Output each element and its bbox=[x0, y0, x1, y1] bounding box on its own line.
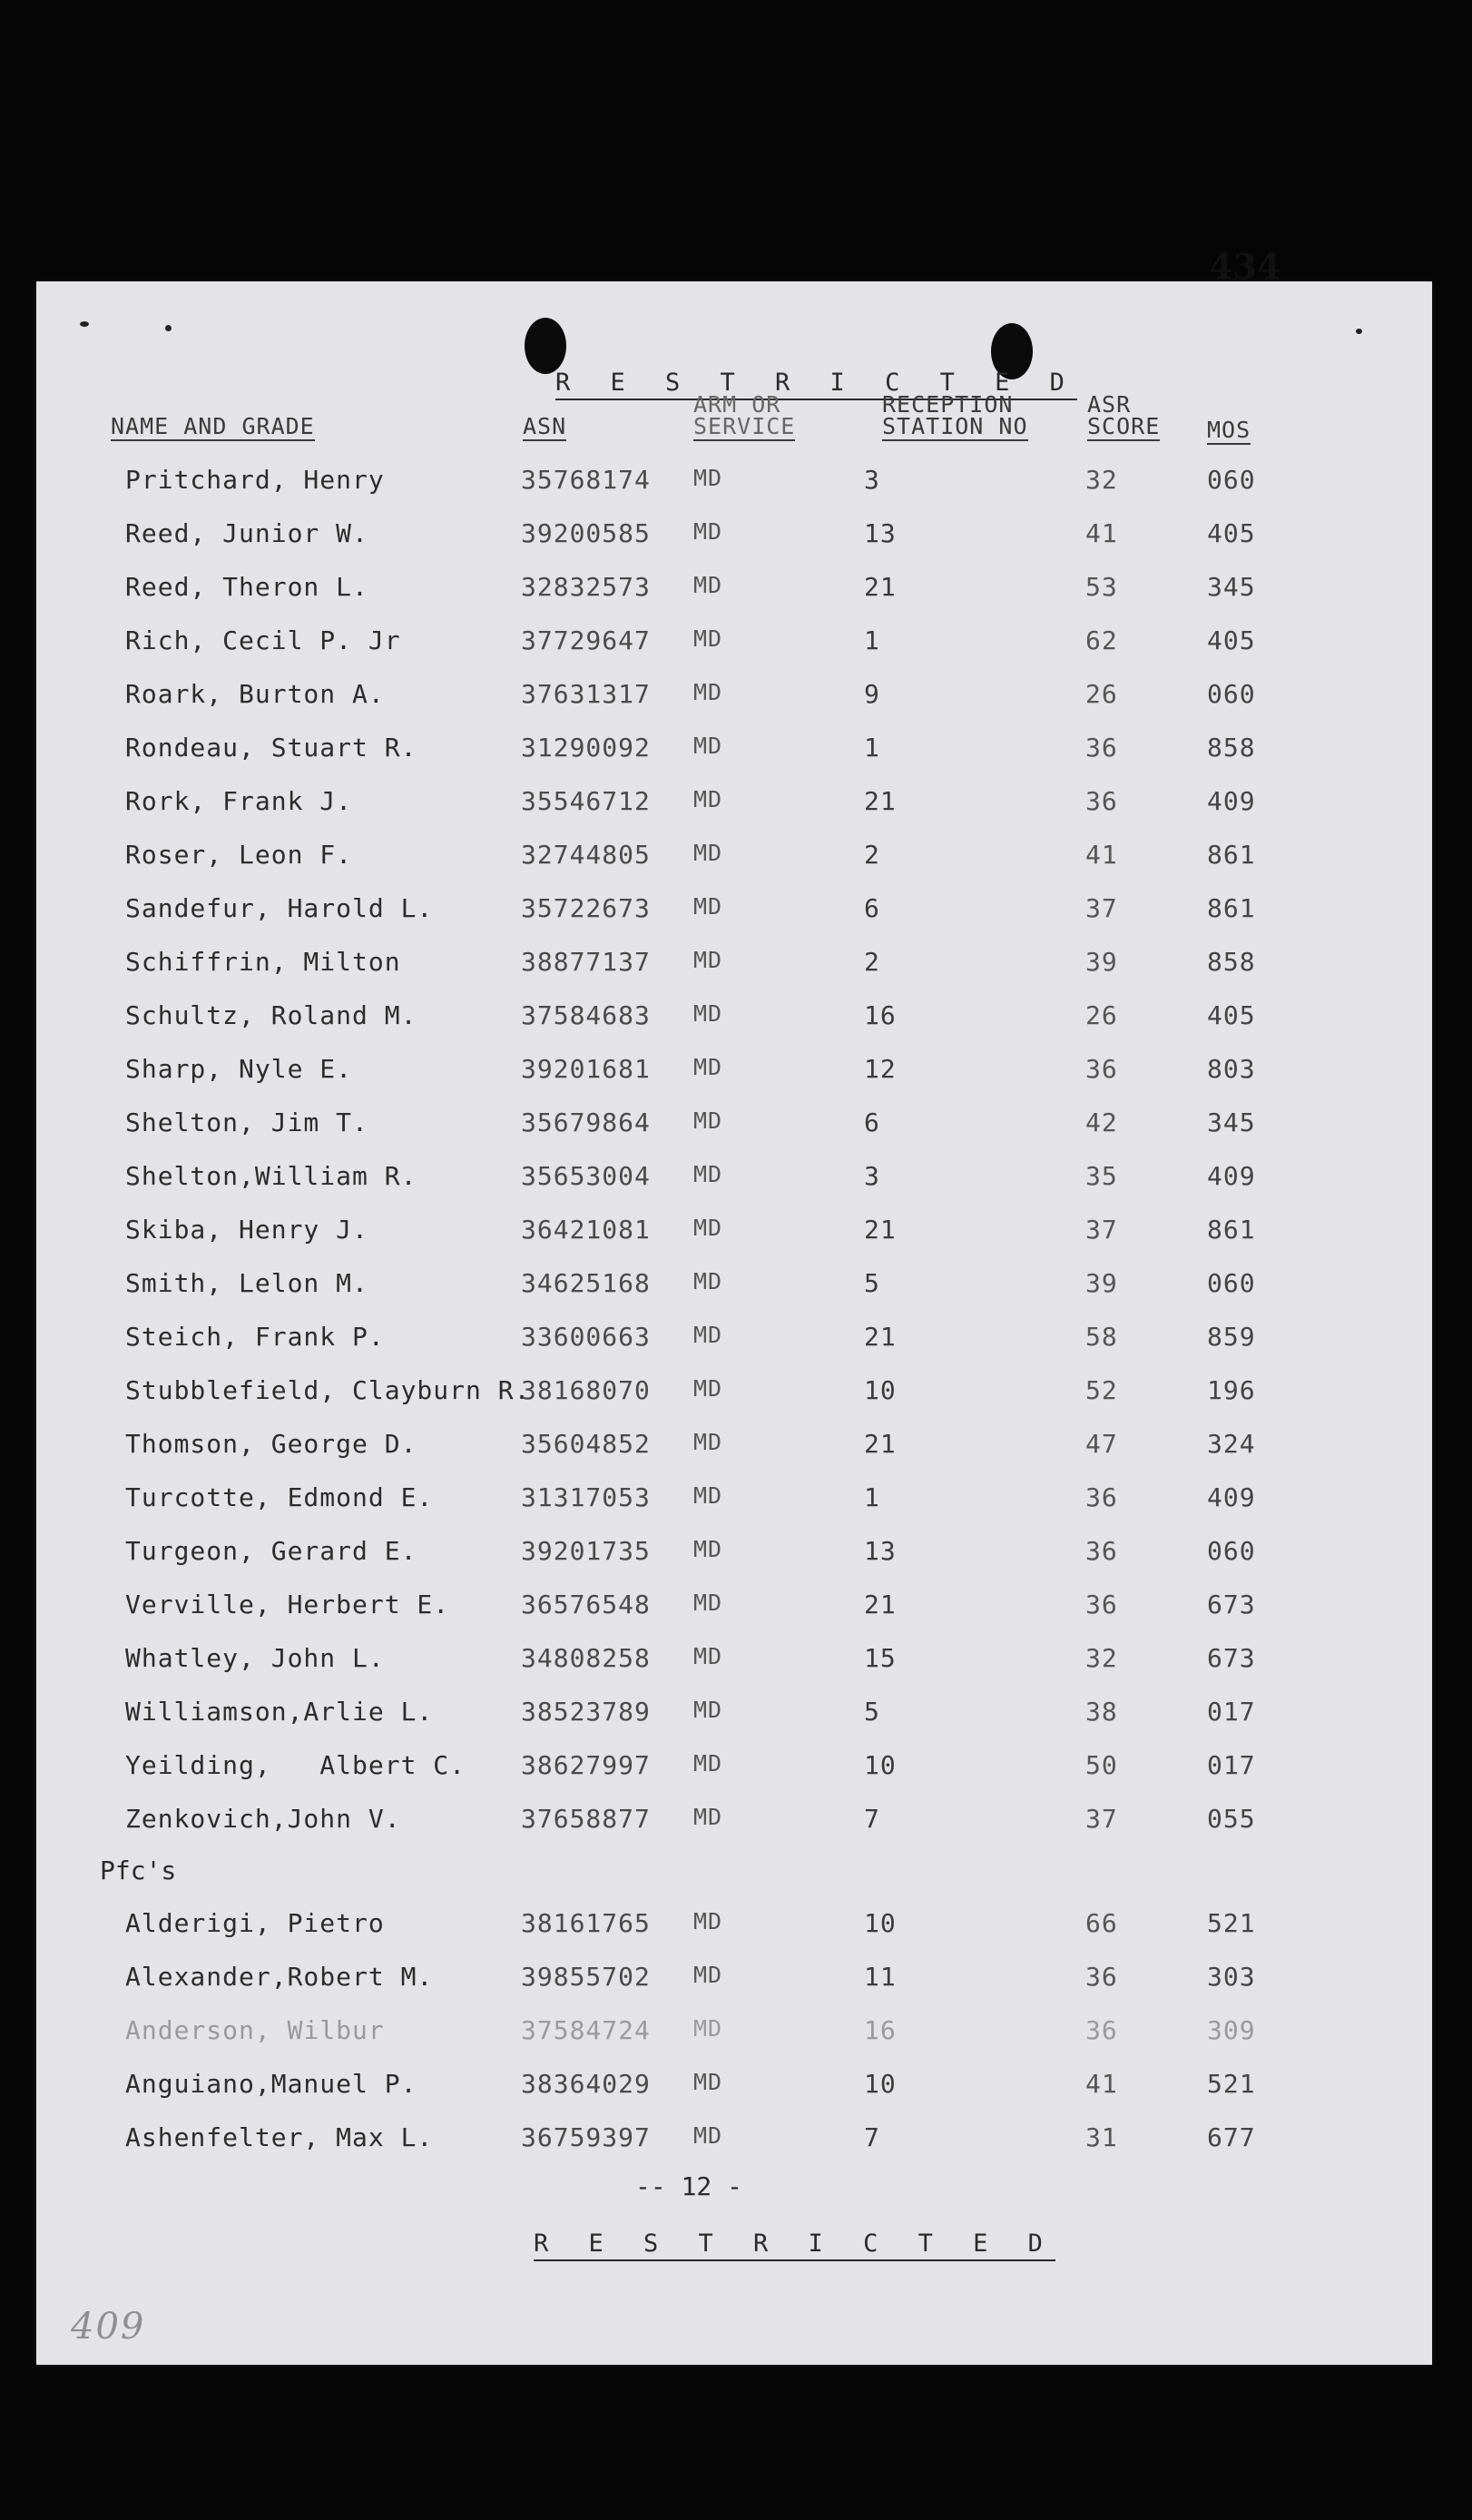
arm-cell: MD bbox=[693, 1643, 723, 1669]
page-stamp-number: 434 bbox=[1209, 246, 1281, 287]
asn-cell: 36759397 bbox=[521, 2122, 651, 2152]
mos-cell: 055 bbox=[1207, 1804, 1256, 1834]
arm-cell: MD bbox=[693, 733, 723, 759]
asr-score-cell: 32 bbox=[1085, 1643, 1118, 1673]
name-cell: Schiffrin, Milton bbox=[125, 947, 401, 977]
reception-cell: 16 bbox=[864, 1000, 897, 1030]
reception-cell: 3 bbox=[864, 1161, 880, 1191]
arm-cell: MD bbox=[693, 1322, 723, 1348]
arm-cell: MD bbox=[693, 518, 723, 545]
reception-cell: 21 bbox=[864, 572, 897, 602]
asn-cell: 36421081 bbox=[521, 1215, 651, 1245]
asn-cell: 38523789 bbox=[521, 1697, 651, 1727]
arm-cell: MD bbox=[693, 1375, 723, 1402]
ink-speck bbox=[80, 321, 89, 327]
asr-score-cell: 52 bbox=[1085, 1375, 1118, 1405]
table-row bbox=[36, 2015, 1432, 2052]
asr-score-cell: 41 bbox=[1085, 518, 1118, 548]
reception-cell: 5 bbox=[864, 1697, 880, 1727]
asr-score-cell: 36 bbox=[1085, 1482, 1118, 1512]
mos-cell: 673 bbox=[1207, 1643, 1256, 1673]
col-header-arm-line2: SERVICE bbox=[693, 413, 796, 439]
table-row bbox=[36, 893, 1432, 930]
col-header-mos bbox=[1207, 419, 1251, 445]
name-cell: Anguiano,Manuel P. bbox=[125, 2069, 417, 2099]
arm-cell: MD bbox=[693, 840, 723, 866]
table-row bbox=[36, 1215, 1432, 1251]
reception-cell: 7 bbox=[864, 1804, 880, 1834]
arm-cell: MD bbox=[693, 1750, 723, 1777]
asr-score-cell: 66 bbox=[1085, 1908, 1118, 1938]
mos-cell: 309 bbox=[1207, 2015, 1256, 2045]
asr-score-cell: 50 bbox=[1085, 1750, 1118, 1780]
reception-cell: 5 bbox=[864, 1268, 880, 1298]
name-cell: Turcotte, Edmond E. bbox=[125, 1482, 434, 1512]
reception-cell: 16 bbox=[864, 2015, 897, 2045]
asn-cell: 35768174 bbox=[521, 465, 651, 495]
table-row bbox=[36, 1429, 1432, 1465]
reception-cell: 9 bbox=[864, 679, 880, 709]
mos-cell: 196 bbox=[1207, 1375, 1256, 1405]
asr-score-cell: 36 bbox=[1085, 1590, 1118, 1619]
asn-cell: 35653004 bbox=[521, 1161, 651, 1191]
asr-score-cell: 26 bbox=[1085, 1000, 1118, 1030]
asn-cell: 34808258 bbox=[521, 1643, 651, 1673]
arm-cell: MD bbox=[693, 2122, 723, 2149]
asr-score-cell: 41 bbox=[1085, 2069, 1118, 2099]
col-header-asn bbox=[523, 413, 567, 441]
asr-score-cell: 36 bbox=[1085, 1054, 1118, 1084]
name-cell: Rich, Cecil P. Jr bbox=[125, 625, 401, 655]
mos-cell: 409 bbox=[1207, 1482, 1256, 1512]
table-row bbox=[36, 2069, 1432, 2105]
asr-score-cell: 36 bbox=[1085, 1536, 1118, 1566]
table-row bbox=[36, 1643, 1432, 1679]
table-row bbox=[36, 1000, 1432, 1037]
ink-speck bbox=[1356, 329, 1362, 334]
reception-cell: 2 bbox=[864, 947, 880, 977]
col-header-arm bbox=[693, 391, 796, 441]
ink-speck bbox=[165, 325, 172, 331]
name-cell: Stubblefield, Clayburn R. bbox=[125, 1375, 531, 1405]
table-row bbox=[36, 1590, 1432, 1626]
arm-cell: MD bbox=[693, 1590, 723, 1616]
asr-score-cell: 36 bbox=[1085, 1962, 1118, 1992]
reception-cell: 3 bbox=[864, 465, 880, 495]
arm-cell: MD bbox=[693, 786, 723, 812]
reception-cell: 10 bbox=[864, 2069, 897, 2099]
table-row bbox=[36, 1962, 1432, 1998]
mos-cell: 303 bbox=[1207, 1962, 1256, 1992]
name-cell: Reed, Junior W. bbox=[125, 518, 368, 548]
name-cell: Reed, Theron L. bbox=[125, 572, 368, 602]
reception-cell: 10 bbox=[864, 1750, 897, 1780]
mos-cell: 060 bbox=[1207, 1536, 1256, 1566]
name-cell: Williamson,Arlie L. bbox=[125, 1697, 434, 1727]
reception-cell: 13 bbox=[864, 518, 897, 548]
arm-cell: MD bbox=[693, 1536, 723, 1562]
table-row bbox=[36, 733, 1432, 769]
asr-score-cell: 38 bbox=[1085, 1697, 1118, 1727]
table-row bbox=[36, 2122, 1432, 2159]
arm-cell: MD bbox=[693, 625, 723, 652]
arm-cell: MD bbox=[693, 572, 723, 598]
asr-score-cell: 37 bbox=[1085, 1215, 1118, 1245]
table-row bbox=[36, 679, 1432, 715]
name-cell: Alexander,Robert M. bbox=[125, 1962, 434, 1992]
asr-score-cell: 36 bbox=[1085, 2015, 1118, 2045]
name-cell: Shelton, Jim T. bbox=[125, 1107, 368, 1137]
reception-cell: 10 bbox=[864, 1908, 897, 1938]
asn-cell: 35604852 bbox=[521, 1429, 651, 1459]
table-row bbox=[36, 1536, 1432, 1572]
arm-cell: MD bbox=[693, 1429, 723, 1455]
asn-cell: 35546712 bbox=[521, 786, 651, 816]
name-cell: Schultz, Roland M. bbox=[125, 1000, 417, 1030]
asn-cell: 32744805 bbox=[521, 840, 651, 870]
name-cell: Sharp, Nyle E. bbox=[125, 1054, 353, 1084]
mos-cell: 803 bbox=[1207, 1054, 1256, 1084]
reception-cell: 21 bbox=[864, 1429, 897, 1459]
asn-cell: 37729647 bbox=[521, 625, 651, 655]
name-cell: Steich, Frank P. bbox=[125, 1322, 385, 1352]
col-header-mos-text: MOS bbox=[1207, 417, 1251, 443]
mos-cell: 858 bbox=[1207, 947, 1256, 977]
table-row bbox=[36, 465, 1432, 501]
asr-score-cell: 26 bbox=[1085, 679, 1118, 709]
reception-cell: 6 bbox=[864, 893, 880, 923]
name-cell: Turgeon, Gerard E. bbox=[125, 1536, 417, 1566]
asr-score-cell: 37 bbox=[1085, 893, 1118, 923]
mos-cell: 060 bbox=[1207, 679, 1256, 709]
mos-cell: 345 bbox=[1207, 572, 1256, 602]
name-cell: Pritchard, Henry bbox=[125, 465, 385, 495]
reception-cell: 11 bbox=[864, 1962, 897, 1992]
mos-cell: 677 bbox=[1207, 2122, 1256, 2152]
asn-cell: 35722673 bbox=[521, 893, 651, 923]
name-cell: Rork, Frank J. bbox=[125, 786, 353, 816]
name-cell: Rondeau, Stuart R. bbox=[125, 733, 417, 763]
asn-cell: 38161765 bbox=[521, 1908, 651, 1938]
table-row bbox=[36, 1697, 1432, 1733]
col-header-reception-line2: STATION NO bbox=[882, 413, 1028, 439]
col-header-asn-text: ASN bbox=[523, 413, 567, 439]
asn-cell: 32832573 bbox=[521, 572, 651, 602]
reception-cell: 10 bbox=[864, 1375, 897, 1405]
asr-score-cell: 58 bbox=[1085, 1322, 1118, 1352]
table-row bbox=[36, 786, 1432, 822]
restricted-footer: R E S T R I C T E D bbox=[534, 2230, 1055, 2261]
reception-cell: 13 bbox=[864, 1536, 897, 1566]
asn-cell: 39201735 bbox=[521, 1536, 651, 1566]
mos-cell: 060 bbox=[1207, 1268, 1256, 1298]
asn-cell: 33600663 bbox=[521, 1322, 651, 1352]
reception-cell: 1 bbox=[864, 625, 880, 655]
mos-cell: 405 bbox=[1207, 518, 1256, 548]
table-row bbox=[36, 1750, 1432, 1787]
table-row bbox=[36, 1322, 1432, 1358]
mos-cell: 409 bbox=[1207, 1161, 1256, 1191]
asn-cell: 39200585 bbox=[521, 518, 651, 548]
name-cell: Whatley, John L. bbox=[125, 1643, 385, 1673]
name-cell: Anderson, Wilbur bbox=[125, 2015, 385, 2045]
name-cell: Verville, Herbert E. bbox=[125, 1590, 450, 1619]
asn-cell: 37584724 bbox=[521, 2015, 651, 2045]
arm-cell: MD bbox=[693, 1161, 723, 1187]
asr-score-cell: 31 bbox=[1085, 2122, 1118, 2152]
asr-score-cell: 36 bbox=[1085, 733, 1118, 763]
arm-cell: MD bbox=[693, 2069, 723, 2095]
arm-cell: MD bbox=[693, 465, 723, 491]
mos-cell: 521 bbox=[1207, 2069, 1256, 2099]
table-row bbox=[36, 840, 1432, 876]
asn-cell: 38364029 bbox=[521, 2069, 651, 2099]
asr-score-cell: 39 bbox=[1085, 947, 1118, 977]
col-header-name bbox=[111, 413, 315, 441]
arm-cell: MD bbox=[693, 1107, 723, 1134]
arm-cell: MD bbox=[693, 679, 723, 705]
document-page bbox=[36, 281, 1432, 2365]
table-row bbox=[36, 1908, 1432, 1944]
asn-cell: 38627997 bbox=[521, 1750, 651, 1780]
arm-cell: MD bbox=[693, 1054, 723, 1080]
mos-cell: 405 bbox=[1207, 625, 1256, 655]
mos-cell: 861 bbox=[1207, 1215, 1256, 1245]
name-cell: Skiba, Henry J. bbox=[125, 1215, 368, 1245]
mos-cell: 409 bbox=[1207, 786, 1256, 816]
mos-cell: 017 bbox=[1207, 1750, 1256, 1780]
table-row bbox=[36, 572, 1432, 608]
reception-cell: 7 bbox=[864, 2122, 880, 2152]
table-row bbox=[36, 1268, 1432, 1304]
punch-hole-left bbox=[525, 318, 566, 374]
asn-cell: 37584683 bbox=[521, 1000, 651, 1030]
reception-cell: 12 bbox=[864, 1054, 897, 1084]
col-header-reception-line1: RECEPTION bbox=[882, 391, 1014, 418]
name-cell: Yeilding, Albert C. bbox=[125, 1750, 466, 1780]
asn-cell: 34625168 bbox=[521, 1268, 651, 1298]
asr-score-cell: 47 bbox=[1085, 1429, 1118, 1459]
mos-cell: 405 bbox=[1207, 1000, 1256, 1030]
mos-cell: 858 bbox=[1207, 733, 1256, 763]
asn-cell: 31290092 bbox=[521, 733, 651, 763]
col-header-asr-line1: ASR bbox=[1087, 391, 1132, 418]
asr-score-cell: 42 bbox=[1085, 1107, 1118, 1137]
arm-cell: MD bbox=[693, 1962, 723, 1988]
reception-cell: 1 bbox=[864, 1482, 880, 1512]
restricted-header: R E S T R I C T E D bbox=[555, 369, 1077, 400]
arm-cell: MD bbox=[693, 1697, 723, 1723]
mos-cell: 673 bbox=[1207, 1590, 1256, 1619]
reception-cell: 21 bbox=[864, 786, 897, 816]
name-cell: Shelton,William R. bbox=[125, 1161, 417, 1191]
reception-cell: 21 bbox=[864, 1322, 897, 1352]
arm-cell: MD bbox=[693, 1268, 723, 1294]
page-number: -- 12 - bbox=[635, 2171, 743, 2201]
table-row bbox=[36, 1107, 1432, 1144]
name-cell: Thomson, George D. bbox=[125, 1429, 417, 1459]
asr-score-cell: 32 bbox=[1085, 465, 1118, 495]
table-row bbox=[36, 1161, 1432, 1197]
asn-cell: 38877137 bbox=[521, 947, 651, 977]
arm-cell: MD bbox=[693, 2015, 723, 2042]
table-row bbox=[36, 1375, 1432, 1412]
asn-cell: 31317053 bbox=[521, 1482, 651, 1512]
arm-cell: MD bbox=[693, 1804, 723, 1830]
reception-cell: 2 bbox=[864, 840, 880, 870]
mos-cell: 521 bbox=[1207, 1908, 1256, 1938]
col-header-asr-line2: SCORE bbox=[1087, 413, 1161, 439]
arm-cell: MD bbox=[693, 1000, 723, 1027]
col-header-name-text: NAME AND GRADE bbox=[111, 413, 315, 439]
name-cell: Ashenfelter, Max L. bbox=[125, 2122, 434, 2152]
mos-cell: 345 bbox=[1207, 1107, 1256, 1137]
table-row bbox=[36, 1054, 1432, 1090]
table-row bbox=[36, 518, 1432, 555]
arm-cell: MD bbox=[693, 1215, 723, 1241]
asr-score-cell: 39 bbox=[1085, 1268, 1118, 1298]
reception-cell: 21 bbox=[864, 1590, 897, 1619]
mos-cell: 861 bbox=[1207, 840, 1256, 870]
asn-cell: 37631317 bbox=[521, 679, 651, 709]
asr-score-cell: 35 bbox=[1085, 1161, 1118, 1191]
col-header-asr bbox=[1087, 391, 1161, 441]
table-row bbox=[36, 1804, 1432, 1840]
handwritten-note: 409 bbox=[71, 2306, 146, 2348]
name-cell: Roser, Leon F. bbox=[125, 840, 353, 870]
asr-score-cell: 37 bbox=[1085, 1804, 1118, 1834]
arm-cell: MD bbox=[693, 1908, 723, 1934]
asr-score-cell: 36 bbox=[1085, 786, 1118, 816]
asn-cell: 35679864 bbox=[521, 1107, 651, 1137]
mos-cell: 017 bbox=[1207, 1697, 1256, 1727]
arm-cell: MD bbox=[693, 947, 723, 973]
name-cell: Alderigi, Pietro bbox=[125, 1908, 385, 1938]
mos-cell: 861 bbox=[1207, 893, 1256, 923]
asn-cell: 36576548 bbox=[521, 1590, 651, 1619]
mos-cell: 859 bbox=[1207, 1322, 1256, 1352]
asr-score-cell: 62 bbox=[1085, 625, 1118, 655]
mos-cell: 324 bbox=[1207, 1429, 1256, 1459]
reception-cell: 1 bbox=[864, 733, 880, 763]
asn-cell: 39855702 bbox=[521, 1962, 651, 1992]
name-cell: Zenkovich,John V. bbox=[125, 1804, 401, 1834]
asn-cell: 37658877 bbox=[521, 1804, 651, 1834]
name-cell: Sandefur, Harold L. bbox=[125, 893, 434, 923]
reception-cell: 15 bbox=[864, 1643, 897, 1673]
asr-score-cell: 41 bbox=[1085, 840, 1118, 870]
asn-cell: 39201681 bbox=[521, 1054, 651, 1084]
arm-cell: MD bbox=[693, 893, 723, 920]
table-row bbox=[36, 625, 1432, 662]
asr-score-cell: 53 bbox=[1085, 572, 1118, 602]
name-cell: Smith, Lelon M. bbox=[125, 1268, 368, 1298]
arm-cell: MD bbox=[693, 1482, 723, 1509]
reception-cell: 6 bbox=[864, 1107, 880, 1137]
table-row bbox=[36, 947, 1432, 983]
mos-cell: 060 bbox=[1207, 465, 1256, 495]
table-row bbox=[36, 1482, 1432, 1519]
col-header-arm-line1: ARM OR bbox=[693, 391, 781, 418]
col-header-reception bbox=[882, 391, 1028, 441]
asn-cell: 38168070 bbox=[521, 1375, 651, 1405]
name-cell: Roark, Burton A. bbox=[125, 679, 385, 709]
reception-cell: 21 bbox=[864, 1215, 897, 1245]
section-label-pfc: Pfc's bbox=[100, 1856, 177, 1885]
